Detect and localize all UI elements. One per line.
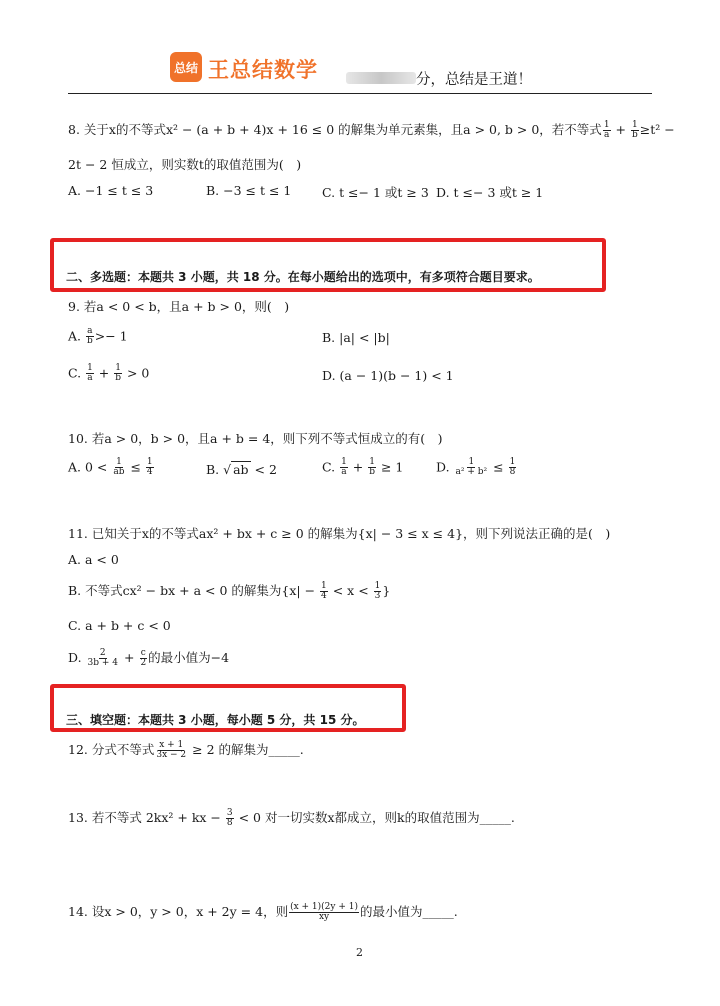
q13-text-post: < 0 对一切实数x都成立，则k的取值范围为_____. [234, 810, 515, 825]
q10-a-frac-1 [112, 458, 125, 478]
q9-a-frac [86, 327, 94, 347]
q8-text-post: ≥t² − [639, 122, 675, 137]
q11-d-frac-1 [87, 649, 119, 669]
q11-option-c: C. a + b + c < 0 [68, 618, 171, 633]
q14 [68, 902, 458, 922]
frac-num: 1 [468, 457, 475, 467]
frac-den: a [603, 130, 610, 140]
opt-text: >− 1 [94, 328, 128, 344]
q11-b-frac-2 [374, 582, 382, 602]
q9-stem: 9. 若a < 0 < b，且a + b > 0，则( ) [68, 299, 290, 314]
section2-title: 二、多选题：本题共 3 小题，共 18 分。在每小题给出的选项中，有多项符合题目要求。 [66, 270, 540, 284]
opt-text: < 2 [250, 462, 277, 477]
q10-c-frac-1 [340, 458, 348, 478]
opt-label: C. [322, 459, 340, 475]
frac-den: xy [318, 912, 330, 922]
q14-frac [289, 903, 359, 923]
q8-line1 [68, 120, 675, 140]
q8-line2: 2t − 2 恒成立，则实数t的取值范围为( ) [68, 157, 302, 172]
frac-num: 1 [87, 363, 93, 373]
frac-den: 8 [226, 818, 233, 828]
frac-num: 1 [369, 457, 375, 467]
q13-text-pre: 13. 若不等式 2kx² + kx − [68, 810, 225, 825]
frac-den: a [341, 467, 347, 478]
blurred-text-region [346, 72, 416, 84]
frac-den: a [87, 373, 93, 384]
q12-text-post: ≥ 2 的解集为_____. [188, 742, 304, 757]
q10-a-frac-2 [146, 458, 154, 478]
frac-num: x + 1 [159, 739, 184, 750]
section3-title: 三、填空题：本题共 3 小题，每小题 5 分，共 15 分。 [66, 713, 365, 727]
frac-den: 2 [140, 658, 147, 668]
frac-den: ab [113, 467, 125, 478]
plus: + [348, 459, 368, 475]
frac-den: 3b + 4 [87, 658, 119, 668]
frac-num: c [140, 647, 146, 658]
q14-text-post: 的最小值为_____. [360, 904, 458, 919]
q12-text-pre: 12. 分式不等式 [68, 742, 155, 757]
q8-text-pre: 8. 关于x的不等式x² − (a + b + 4)x + 16 ≤ 0 的解集为单元素集，且a > 0, b > 0，若不等式 [68, 122, 602, 137]
sqrt-radicand: ab [233, 462, 249, 477]
q11-option-a: A. a < 0 [68, 552, 119, 567]
frac-num: (x + 1)(2y + 1) [290, 901, 358, 912]
frac-num: 1 [509, 457, 516, 467]
opt-text: ≤ [126, 459, 145, 475]
opt-text: 的最小值为−4 [148, 650, 230, 665]
q8-plus: + [611, 122, 630, 137]
frac-den: 3 [374, 591, 381, 601]
frac-num: 3 [226, 807, 233, 818]
opt-text: < x < [328, 583, 373, 598]
q11-d-frac-2 [139, 649, 147, 669]
q8-option-b: B. −3 ≤ t ≤ 1 [206, 183, 292, 198]
q8-option-c: C. t ≤− 1 或t ≥ 3 [322, 185, 429, 200]
q12-frac [155, 741, 187, 761]
frac-num: a [87, 326, 93, 336]
opt-text: ≤ [489, 459, 508, 475]
frac-den: b [115, 373, 121, 384]
opt-label: C. [68, 365, 86, 381]
frac-den: 8 [509, 467, 516, 478]
frac-num: 1 [116, 457, 122, 467]
q8-option-d: D. t ≤− 3 或t ≥ 1 [436, 185, 544, 200]
frac-den: 4 [146, 467, 153, 478]
frac-num: 1 [341, 457, 347, 467]
q10-stem: 10. 若a > 0，b > 0，且a + b = 4，则下列不等式恒成立的有( ) [68, 431, 443, 446]
opt-label: D. [436, 459, 454, 475]
q14-text-pre: 14. 设x > 0，y > 0，x + 2y = 4，则 [68, 904, 289, 919]
q9-c-frac-1 [86, 364, 94, 384]
opt-text: } [382, 583, 391, 598]
frac-den: b [369, 467, 375, 478]
page-number: 2 [356, 946, 363, 959]
plus: + [120, 650, 139, 665]
frac-num: 2 [99, 647, 106, 658]
logo-icon-text: 总结 [173, 60, 198, 75]
opt-label: A. 0 < [68, 459, 112, 475]
plus: + [94, 365, 114, 381]
q9-option-c [68, 364, 149, 384]
opt-label: B. √ [206, 462, 232, 477]
frac-num: 1 [603, 119, 610, 130]
header-divider [68, 93, 652, 94]
q11-option-d [68, 648, 229, 668]
opt-label: D. [68, 650, 86, 665]
frac-num: 1 [146, 457, 153, 467]
frac-den: a² + b² [455, 467, 488, 478]
frac-num: 1 [631, 119, 638, 130]
q13 [68, 808, 515, 828]
q12 [68, 740, 304, 760]
opt-text: ≥ 1 [377, 459, 404, 475]
opt-text: B. 不等式cx² − bx + a < 0 的解集为{x| − [68, 583, 320, 598]
brand-logo-icon [170, 52, 202, 82]
q9-c-frac-2 [114, 364, 122, 384]
header-motto: 分，总结是王道！ [416, 72, 532, 88]
q10-d-frac-2 [509, 458, 517, 478]
frac-den: 3x − 2 [156, 750, 187, 760]
q11-option-b [68, 581, 390, 601]
opt-text: > 0 [123, 365, 150, 381]
q8-frac-2 [631, 121, 639, 141]
q10-option-a [68, 458, 155, 478]
q11-stem: 11. 已知关于x的不等式ax² + bx + c ≥ 0 的解集为{x| − 3 ≤ x ≤ 4}，则下列说法正确的是( ) [68, 526, 611, 541]
q10-option-d [436, 458, 517, 478]
q9-option-d: D. (a − 1)(b − 1) < 1 [322, 368, 454, 383]
q10-option-b [206, 462, 277, 477]
q8-frac-1 [603, 121, 611, 141]
frac-num: 1 [321, 580, 327, 591]
q9-option-b: B. |a| < |b| [322, 330, 390, 345]
q11-b-frac-1 [320, 582, 328, 602]
q10-option-c [322, 458, 403, 478]
frac-num: 1 [374, 580, 381, 591]
frac-den: b [86, 336, 93, 347]
opt-label: A. [68, 328, 85, 344]
q9-option-a [68, 327, 128, 347]
q10-c-frac-2 [368, 458, 376, 478]
q13-frac [226, 809, 234, 829]
q10-d-frac-1 [455, 458, 489, 478]
frac-den: b [631, 130, 638, 140]
frac-den: 4 [321, 591, 327, 601]
frac-num: 1 [115, 363, 121, 373]
q8-option-a: A. −1 ≤ t ≤ 3 [68, 183, 154, 198]
brand-name: 王总结数学 [208, 58, 318, 82]
